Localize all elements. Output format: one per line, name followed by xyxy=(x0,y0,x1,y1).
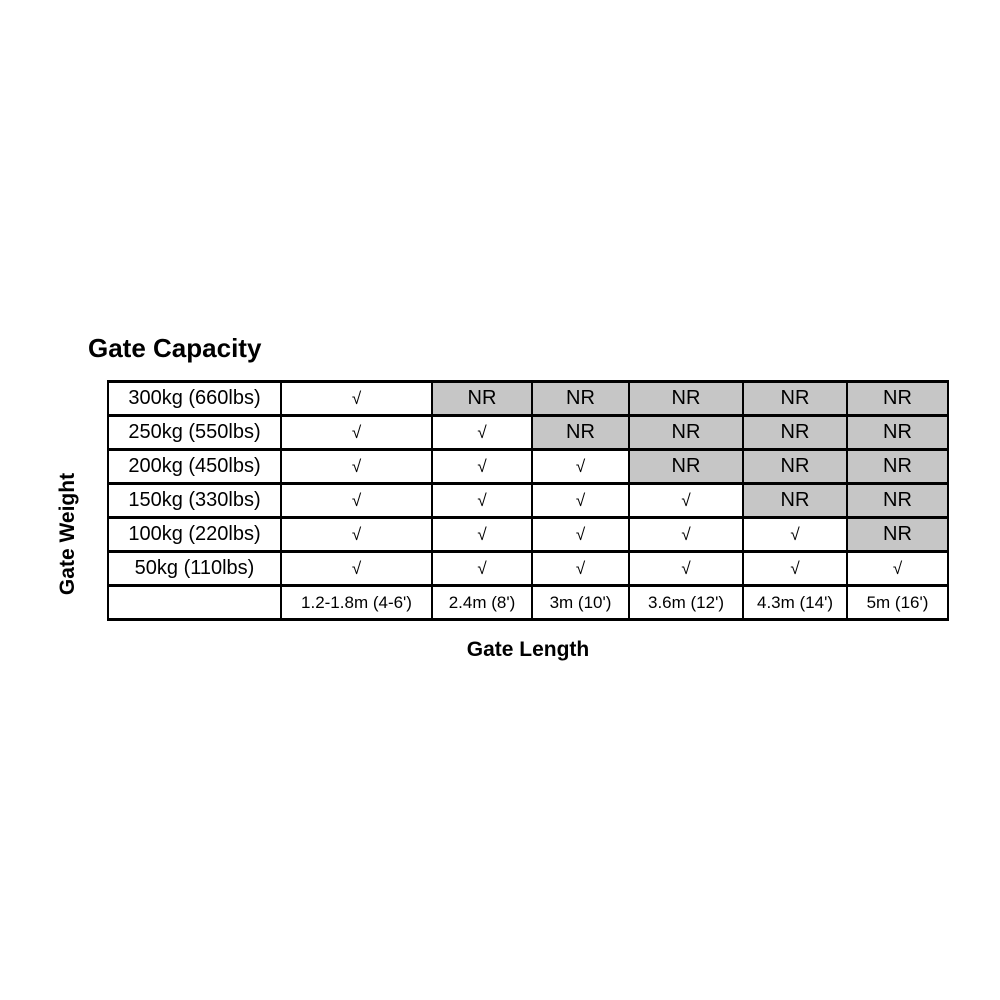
table-row xyxy=(108,416,948,450)
y-axis-label: Gate Weight xyxy=(56,472,79,596)
cell-supported: √ xyxy=(532,518,629,552)
cell-supported: √ xyxy=(432,450,532,484)
cell-supported: √ xyxy=(432,416,532,450)
table-row xyxy=(108,484,948,518)
cell-supported: √ xyxy=(743,518,847,552)
row-label: 300kg (660lbs) xyxy=(108,382,281,416)
table-row xyxy=(108,382,948,416)
table-row xyxy=(108,518,948,552)
cell-not-recommended: NR xyxy=(847,382,948,416)
cell-not-recommended: NR xyxy=(743,484,847,518)
column-label: 3.6m (12') xyxy=(629,586,743,620)
row-label: 200kg (450lbs) xyxy=(108,450,281,484)
cell-supported: √ xyxy=(281,382,432,416)
cell-supported: √ xyxy=(281,416,432,450)
x-axis-label: Gate Length xyxy=(466,638,590,661)
row-label: 100kg (220lbs) xyxy=(108,518,281,552)
cell-not-recommended: NR xyxy=(743,450,847,484)
cell-not-recommended: NR xyxy=(743,416,847,450)
cell-not-recommended: NR xyxy=(629,450,743,484)
cell-not-recommended: NR xyxy=(847,484,948,518)
cell-supported: √ xyxy=(432,484,532,518)
corner-cell xyxy=(108,586,281,620)
cell-supported: √ xyxy=(629,484,743,518)
row-label: 150kg (330lbs) xyxy=(108,484,281,518)
cell-supported: √ xyxy=(629,552,743,586)
cell-supported: √ xyxy=(532,552,629,586)
cell-not-recommended: NR xyxy=(629,382,743,416)
column-label: 2.4m (8') xyxy=(432,586,532,620)
cell-supported: √ xyxy=(532,450,629,484)
cell-not-recommended: NR xyxy=(432,382,532,416)
cell-supported: √ xyxy=(281,484,432,518)
table-row xyxy=(108,552,948,586)
column-label: 4.3m (14') xyxy=(743,586,847,620)
cell-supported: √ xyxy=(532,484,629,518)
column-header-row xyxy=(108,586,948,620)
cell-supported: √ xyxy=(432,518,532,552)
table-row xyxy=(108,450,948,484)
cell-supported: √ xyxy=(281,552,432,586)
column-label: 3m (10') xyxy=(532,586,629,620)
column-label: 5m (16') xyxy=(847,586,948,620)
cell-not-recommended: NR xyxy=(847,416,948,450)
cell-not-recommended: NR xyxy=(847,518,948,552)
cell-not-recommended: NR xyxy=(629,416,743,450)
row-label: 50kg (110lbs) xyxy=(108,552,281,586)
cell-supported: √ xyxy=(847,552,948,586)
figure-title: Gate Capacity xyxy=(88,333,262,363)
cell-supported: √ xyxy=(743,552,847,586)
gate-capacity-table xyxy=(107,380,949,621)
cell-not-recommended: NR xyxy=(847,450,948,484)
cell-not-recommended: NR xyxy=(532,416,629,450)
column-label: 1.2-1.8m (4-6') xyxy=(281,586,432,620)
row-label: 250kg (550lbs) xyxy=(108,416,281,450)
cell-not-recommended: NR xyxy=(532,382,629,416)
cell-supported: √ xyxy=(432,552,532,586)
cell-not-recommended: NR xyxy=(743,382,847,416)
cell-supported: √ xyxy=(629,518,743,552)
cell-supported: √ xyxy=(281,518,432,552)
cell-supported: √ xyxy=(281,450,432,484)
